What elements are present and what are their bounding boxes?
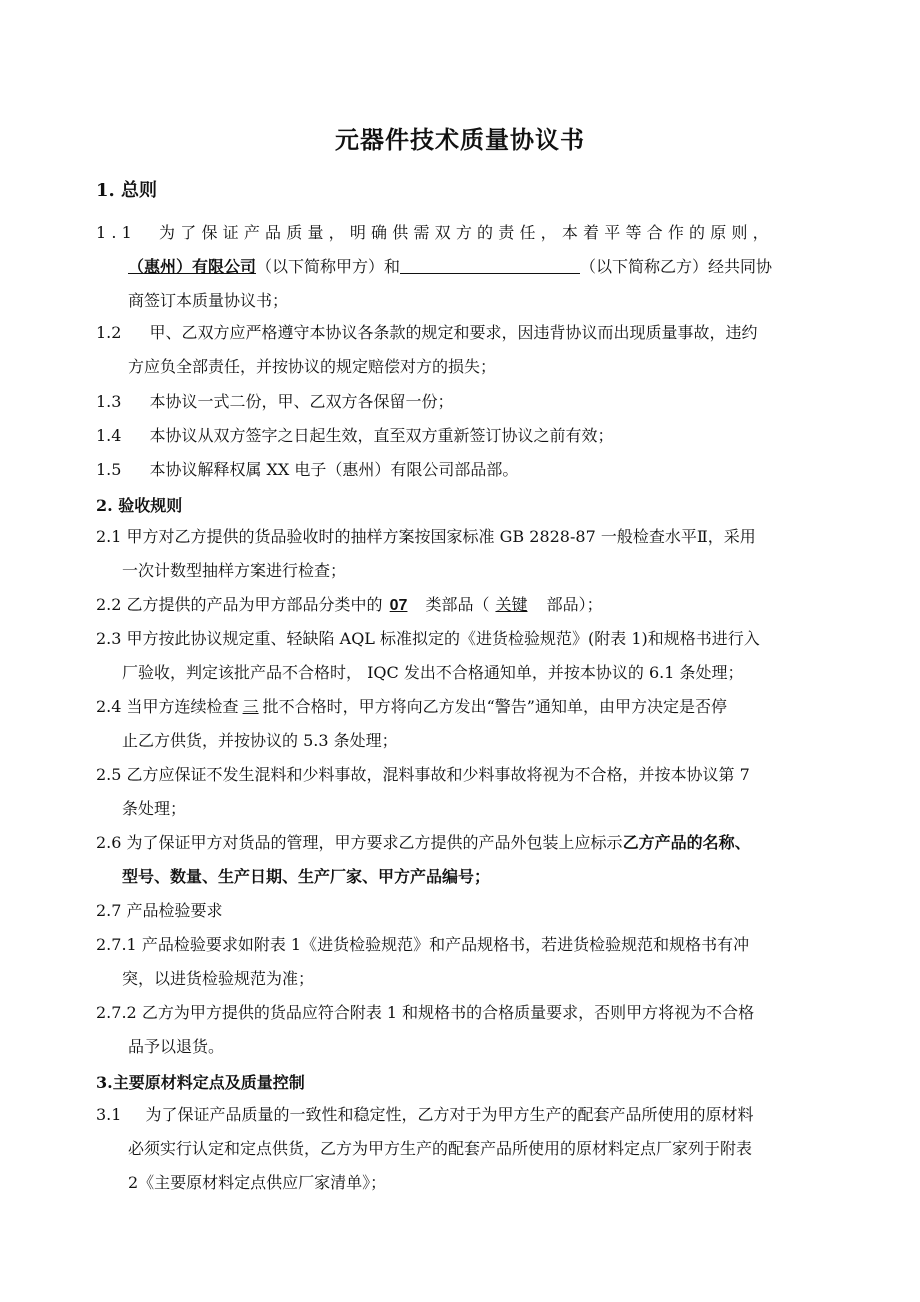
clause-2-7-1-line1 (96, 934, 749, 956)
section-heading-1: 1. 总则 (96, 180, 158, 201)
clause-1-1-line2 (128, 256, 772, 278)
consecutive-batch-count: 三 (242, 697, 259, 716)
clause-2-3-line1 (96, 628, 760, 650)
clause-text: 批不合格时，甲方将向乙方发出“警告”通知单，由甲方决定是否停 (262, 697, 727, 716)
clause-1-4 (96, 425, 613, 447)
clause-text: 当甲方连续检查 (126, 697, 239, 716)
clause-number: 2.7.1 (96, 935, 137, 954)
clause-2-6-line2: 型号、数量、生产日期、生产厂家、甲方产品编号； (122, 867, 491, 886)
clause-number: 2.4 (96, 697, 122, 716)
clause-3-1-line1 (96, 1104, 753, 1126)
clause-number: 3.1 (96, 1105, 122, 1124)
document-title: 元器件技术质量协议书 (335, 125, 585, 154)
clause-text: 甲、乙双方应严格遵守本协议各条款的规定和要求，因违背协议而出现质量事故，违约 (149, 323, 758, 342)
clause-number: 1.1 (96, 223, 138, 242)
clause-2-6-line1 (96, 832, 751, 854)
clause-2-2 (96, 594, 603, 617)
clause-2-4-line1 (96, 696, 727, 718)
clause-text: 为了保证甲方对货品的管理，甲方要求乙方提供的产品外包装上应标示 (126, 833, 623, 852)
clause-2-4-line2: 止乙方供货，并按协议的 5.3 条处理； (122, 731, 398, 750)
party-b-blank-field (400, 257, 580, 274)
section-heading-3: 3.主要原材料定点及质量控制 (96, 1073, 305, 1092)
clause-number: 1.5 (96, 460, 122, 479)
clause-1-1-line1 (96, 222, 774, 244)
clause-text: 本协议从双方签字之日起生效，直至双方重新签订协议之前有效； (149, 426, 614, 445)
clause-2-7-2-line2: 品予以退货。 (128, 1037, 225, 1056)
clause-2-7-1-line2: 突，以进货检验规范为准； (122, 969, 315, 988)
clause-number: 2.1 (96, 527, 122, 546)
clause-text: 类部品（ (425, 595, 490, 614)
clause-1-5 (96, 459, 518, 481)
clause-number: 2.7.2 (96, 1003, 137, 1022)
clause-number: 1.3 (96, 392, 122, 411)
clause-1-2-line2: 方应负全部责任，并按协议的规定赔偿对方的损失； (128, 357, 497, 376)
clause-number: 2.5 (96, 765, 122, 784)
clause-text: 乙方为甲方提供的货品应符合附表 1 和规格书的合格质量要求，否则甲方将视为不合格 (141, 1003, 755, 1022)
clause-2-7 (96, 900, 223, 922)
clause-text: 乙方提供的产品为甲方部品分类中的 (126, 595, 383, 614)
clause-text: 部品）； (546, 595, 603, 614)
clause-2-5-line2: 条处理； (122, 799, 187, 818)
clause-text: 产品检验要求如附表 1《进货检验规范》和产品规格书，若进货检验规范和规格书有冲 (141, 935, 750, 954)
clause-1-3 (96, 391, 453, 413)
clause-number: 2.3 (96, 629, 122, 648)
clause-3-1-line2: 必须实行认定和定点供货，乙方为甲方生产的配套产品所使用的原材料定点厂家列于附表 (128, 1139, 753, 1158)
party-a-company: （惠州）有限公司 (128, 257, 257, 276)
clause-text: 为了保证产品质量，明确供需双方的责任，本着平等合作的原则， (159, 223, 774, 242)
clause-number: 2.2 (96, 595, 122, 614)
clause-text: 乙方应保证不发生混料和少料事故，混料事故和少料事故将视为不合格，并按本协议第 7 (126, 765, 750, 784)
clause-number: 2.6 (96, 833, 122, 852)
label-requirement-text: 乙方产品的名称、 (622, 833, 751, 852)
clause-number: 1.2 (96, 323, 122, 342)
section-heading-2: 2. 验收规则 (96, 496, 183, 515)
clause-number: 1.4 (96, 426, 122, 445)
part-grade-field: 关键 (495, 595, 528, 614)
clause-3-1-line3: 2《主要原材料定点供应厂家清单》； (128, 1173, 387, 1192)
clause-1-1-line3: 商签订本质量协议书； (128, 291, 289, 310)
clause-2-3-line2: 厂验收，判定该批产品不合格时， IQC 发出不合格通知单，并按本协议的 6.1 条处理； (122, 663, 744, 682)
clause-text: 本协议一式二份，甲、乙双方各保留一份； (149, 392, 454, 411)
clause-2-5-line1 (96, 764, 750, 786)
clause-2-7-2-line1 (96, 1002, 754, 1024)
part-category-field: 07 (389, 597, 408, 614)
clause-text: （以下简称乙方）经共同协 (580, 257, 773, 276)
clause-text: （以下简称甲方）和 (256, 257, 401, 276)
clause-2-1-line2: 一次计数型抽样方案进行检查； (122, 561, 347, 580)
clause-text: 甲方对乙方提供的货品验收时的抽样方案按国家标准 GB 2828-87 一般检查水平Ⅱ，采用 (126, 527, 756, 546)
clause-text: 本协议解释权属 XX 电子（惠州）有限公司部品部。 (149, 460, 519, 479)
clause-text: 为了保证产品质量的一致性和稳定性，乙方对于为甲方生产的配套产品所使用的原材料 (145, 1105, 754, 1124)
clause-2-1-line1 (96, 526, 756, 548)
clause-text: 产品检验要求 (126, 901, 223, 920)
clause-1-2-line1 (96, 322, 757, 344)
clause-text: 甲方按此协议规定重、轻缺陷 AQL 标准拟定的《进货检验规范》(附表 1)和规格书进行入 (126, 629, 760, 648)
clause-number: 2.7 (96, 901, 122, 920)
